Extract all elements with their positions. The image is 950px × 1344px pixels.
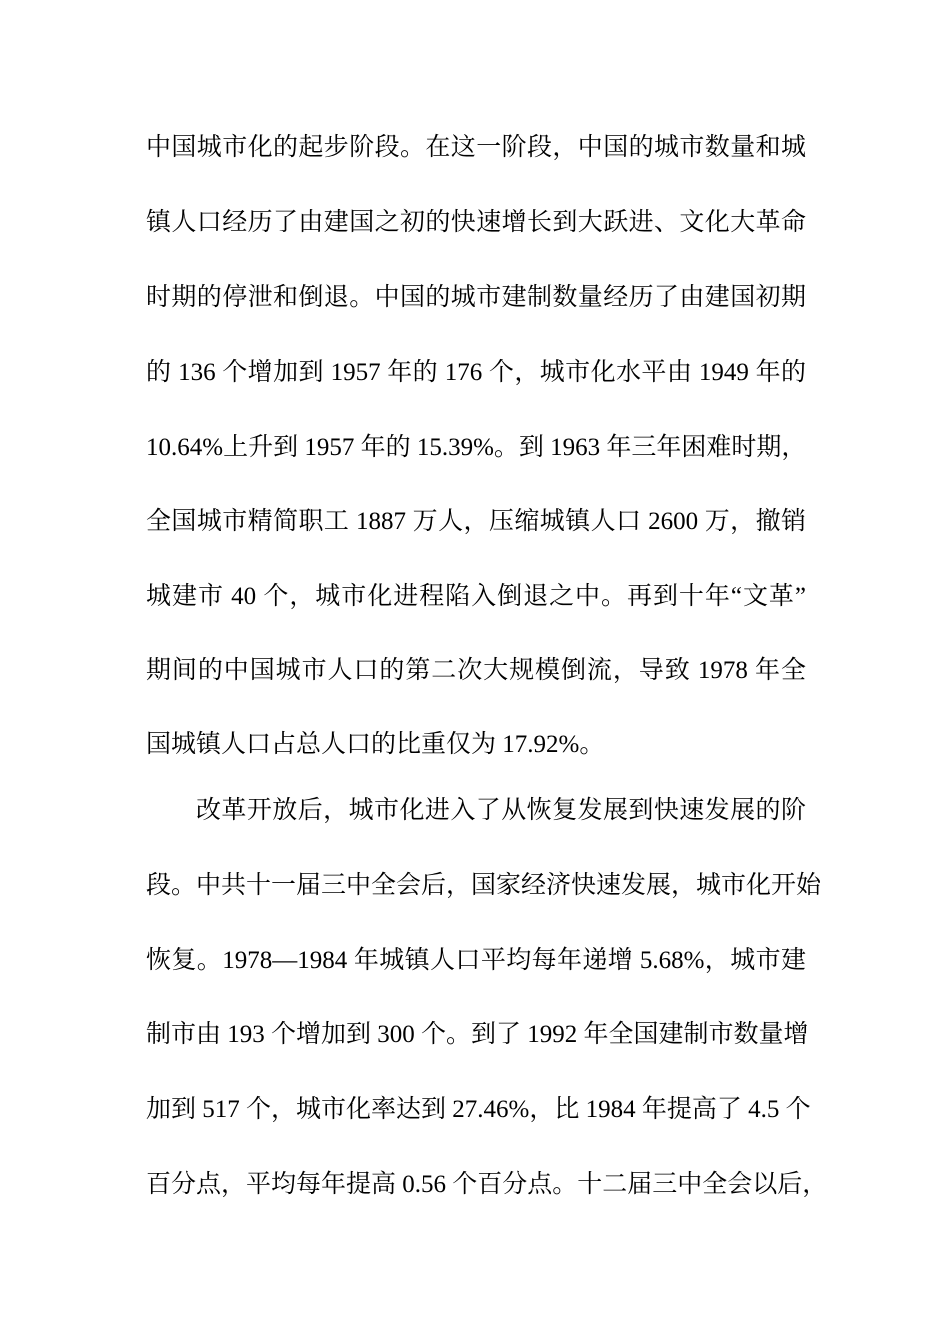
text-line: 10.64%上升到 1957 年的 15.39%。到 1963 年三年困难时期， (146, 434, 807, 461)
text-line: 恢复。1978—1984 年城镇人口平均每年递增 5.68%，城市建 (146, 947, 806, 974)
text-line: 时期的停泄和倒退。中国的城市建制数量经历了由建国初期 (146, 284, 806, 311)
text-line: 制市由 193 个增加到 300 个。到了 1992 年全国建制市数量增 (146, 1021, 809, 1048)
text-line: 段。中共十一届三中全会后，国家经济快速发展，城市化开始 (146, 872, 822, 899)
text-line: 镇人口经历了由建国之初的快速增长到大跃进、文化大革命 (146, 209, 806, 236)
text-line: 城建市 40 个，城市化进程陷入倒退之中。再到十年“文革” (146, 583, 806, 610)
text-line: 全国城市精简职工 1887 万人，压缩城镇人口 2600 万，撤销 (146, 508, 806, 535)
text-line: 的 136 个增加到 1957 年的 176 个，城市化水平由 1949 年的 (146, 359, 806, 386)
paragraph-first-line: 改革开放后，城市化进入了从恢复发展到快速发展的阶 (196, 797, 806, 824)
text-line: 期间的中国城市人口的第二次大规模倒流，导致 1978 年全 (146, 657, 806, 684)
text-line: 百分点，平均每年提高 0.56 个百分点。十二届三中全会以后， (146, 1171, 828, 1198)
text-line: 中国城市化的起步阶段。在这一阶段，中国的城市数量和城 (146, 134, 806, 161)
text-line: 国城镇人口占总人口的比重仅为 17.92%。 (146, 731, 605, 758)
text-line: 加到 517 个，城市化率达到 27.46%，比 1984 年提高了 4.5 个 (146, 1096, 811, 1123)
